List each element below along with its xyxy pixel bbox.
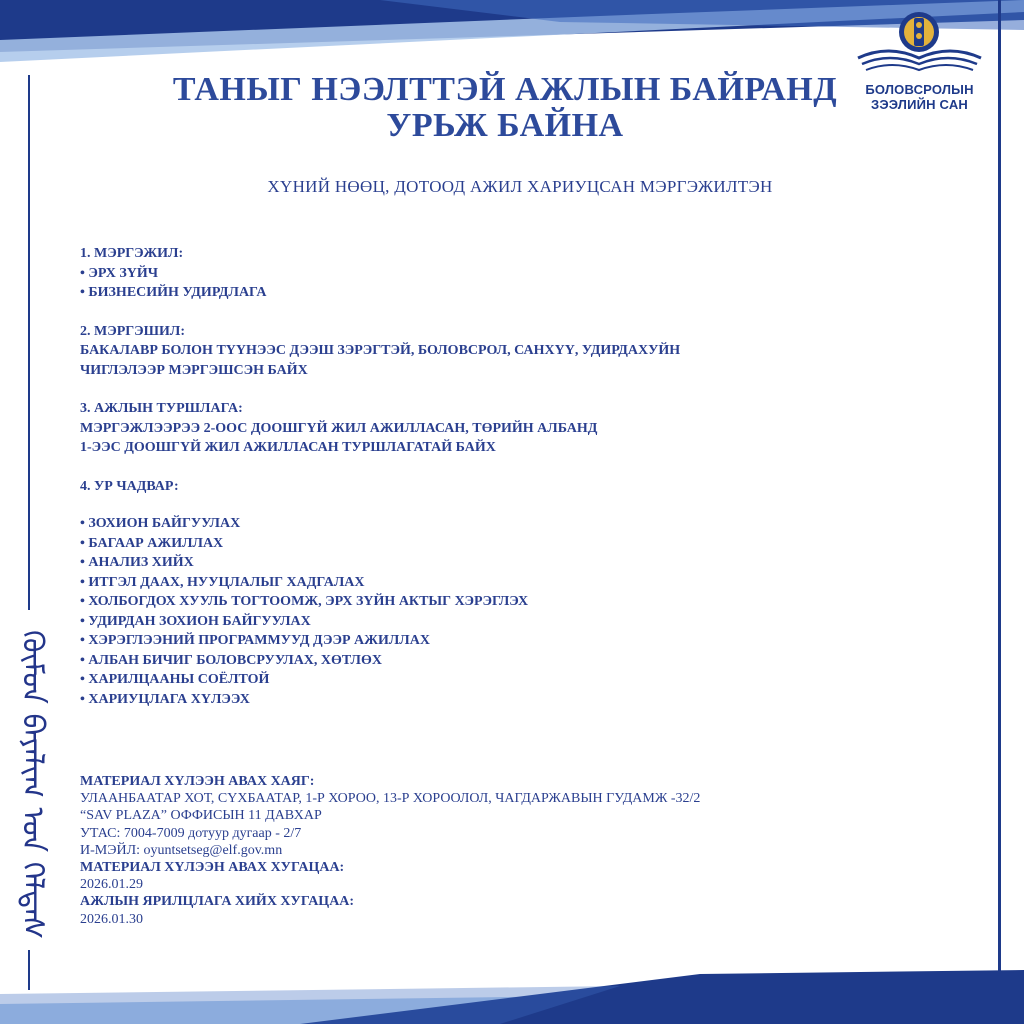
logo-line-2: ЗЭЭЛИЙН САН [871, 97, 968, 112]
position-title: ХҮНИЙ НӨӨЦ, ДОТООД АЖИЛ ХАРИУЦСАН МЭРГЭЖИЛТЭН [267, 177, 773, 196]
address-label: МАТЕРИАЛ ХҮЛЭЭН АВАХ ХАЯГ: [80, 774, 315, 789]
skill-item: • БАГААР АЖИЛЛАХ [80, 535, 224, 551]
bottom-decorative-band [0, 964, 1024, 1024]
page-title-line-1: ТАНЫГ НЭЭЛТТЭЙ АЖЛЫН БАЙРАНД [172, 71, 838, 108]
skill-item: • ХЭРЭГЛЭЭНИЙ ПРОГРАММУУД ДЭЭР АЖИЛЛАХ [80, 633, 430, 648]
address-line: УЛААНБААТАР ХОТ, СҮХБААТАР, 1-Р ХОРОО, 13-Р ХОРООЛОЛ, ЧАГДАРЖАВЫН ГУДАМЖ -32/2 [80, 791, 701, 807]
page-title [150, 72, 860, 144]
skill-item: • ХОЛБОГДОХ ХУУЛЬ ТОГТООМЖ, ЭРХ ЗҮЙН АКТЫГ ХЭРЭГЛЭХ [80, 594, 529, 609]
page-title-line-2: УРЬЖ БАЙНА [386, 107, 624, 144]
deadline-date: 2026.01.29 [80, 877, 143, 893]
skill-item: • ЗОХИОН БАЙГУУЛАХ [80, 516, 241, 531]
email-text: И-МЭЙЛ: oyuntsetseg@elf.gov.mn [80, 842, 283, 858]
phone-text: УТАС: 7004-7009 дотуур дугаар - 2/7 [80, 825, 302, 841]
skill-item: • ХАРИУЦЛАГА ХҮЛЭЭХ [80, 691, 250, 707]
mongolian-script-text: ᠬᠦᠮᠦᠨ ᠪᠠᠶᠠᠯᠢᠭ ᠤᠨ ᠬᠡᠯᠲᠡᠰ [15, 630, 50, 940]
left-frame-line-bottom [28, 950, 30, 990]
contact-section [80, 773, 980, 928]
logo-line-1: БОЛОВСРОЛЫН [865, 82, 974, 97]
experience-text: МЭРГЭЖЛЭЭРЭЭ 2-ООС ДООШГҮЙ ЖИЛ АЖИЛЛАСАН, ТӨРИЙН АЛБАНД [80, 420, 598, 436]
deadline-label: МАТЕРИАЛ ХҮЛЭЭН АВАХ ХУГАЦАА: [80, 860, 345, 876]
qualification-text: ЧИГЛЭЛЭЭР МЭРГЭШСЭН БАЙХ [80, 362, 308, 378]
skill-item: • ИТГЭЛ ДААХ, НУУЦЛАЛЫГ ХАДГАЛАХ [80, 574, 365, 590]
profession-item: • ЭРХ ЗҮЙЧ [80, 265, 158, 281]
experience-title: 3. АЖЛЫН ТУРШЛАГА: [80, 401, 243, 416]
skill-item: • ХАРИЛЦААНЫ СОЁЛТОЙ [80, 672, 270, 687]
interview-date: 2026.01.30 [80, 911, 143, 927]
skills-title: 4. УР ЧАДВАР: [80, 478, 179, 494]
logo [852, 8, 987, 118]
requirements-section [80, 244, 960, 709]
skill-item: • УДИРДАН ЗОХИОН БАЙГУУЛАХ [80, 613, 311, 629]
logo-text [852, 82, 987, 112]
qualification-title: 2. МЭРГЭШИЛ: [80, 323, 186, 339]
address-line: “SAV PLAZA” ОФФИСЫН 11 ДАВХАР [80, 808, 322, 824]
emblem-book-icon [852, 8, 987, 80]
left-frame-line [28, 75, 30, 610]
profession-item: • БИЗНЕСИЙН УДИРДЛАГА [80, 285, 267, 300]
skill-item: • АЛБАН БИЧИГ БОЛОВСРУУЛАХ, ХӨТЛӨХ [80, 652, 382, 668]
profession-title: 1. МЭРГЭЖИЛ: [80, 246, 184, 261]
qualification-text: БАКАЛАВР БОЛОН ТҮҮНЭЭС ДЭЭШ ЗЭРЭГТЭЙ, БОЛОВСРОЛ, САНХҮҮ, УДИРДАХУЙН [80, 343, 681, 358]
mongolian-script-block [4, 630, 60, 950]
experience-text: 1-ЭЭС ДООШГҮЙ ЖИЛ АЖИЛЛАСАН ТУРШЛАГАТАЙ БАЙХ [80, 440, 496, 455]
interview-label: АЖЛЫН ЯРИЛЦЛАГА ХИЙХ ХУГАЦАА: [80, 894, 355, 910]
skill-item: • АНАЛИЗ ХИЙХ [80, 555, 194, 570]
right-frame-line [998, 0, 1001, 985]
